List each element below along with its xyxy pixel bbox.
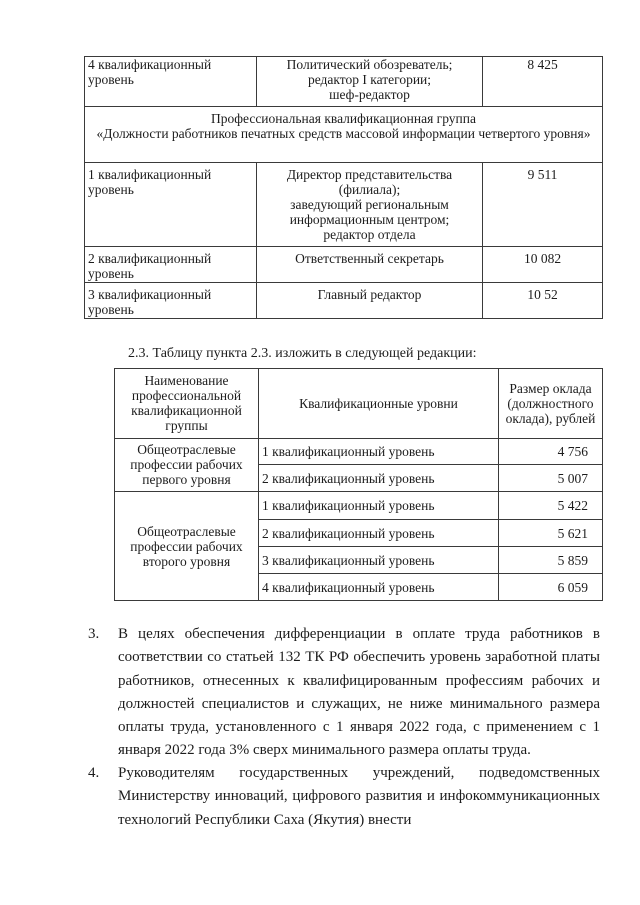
level-cell: 4 квалификационный уровень [85, 57, 257, 107]
table-caption: 2.3. Таблицу пункта 2.3. изложить в следующей редакции: [128, 346, 477, 361]
table-row [115, 439, 603, 465]
level-cell: 2 квалификационный уровень [85, 247, 257, 283]
positions-cell: Директор представительства (филиала); заведующий региональным информационным центром; редактор отдела [257, 163, 483, 247]
salary-cell: 5 859 [499, 547, 603, 574]
group-header-row [85, 107, 603, 163]
paragraph-4 [88, 762, 600, 832]
salary-table-new [114, 368, 603, 601]
table-row [85, 163, 603, 247]
salary-cell: 5 422 [499, 492, 603, 520]
header-group: Наименование профессиональной квалификационной группы [115, 369, 259, 439]
salary-cell: 10 082 [483, 247, 603, 283]
salary-cell: 5 007 [499, 465, 603, 492]
group-header-cell: Профессиональная квалификационная группа «Должности работников печатных средств массовой информации четвертого уровня» [85, 107, 603, 163]
positions-cell: Ответственный секретарь [257, 247, 483, 283]
level-cell: 4 квалификационный уровень [259, 574, 499, 601]
header-levels: Квалификационные уровни [259, 369, 499, 439]
level-cell: 1 квалификационный уровень [259, 439, 499, 465]
header-row [115, 369, 603, 439]
positions-cell: Главный редактор [257, 283, 483, 319]
level-cell: 2 квалификационный уровень [259, 465, 499, 492]
salary-cell: 8 425 [483, 57, 603, 107]
group-name-cell: Общеотраслевые профессии рабочих второго уровня [115, 492, 259, 601]
level-cell: 3 квалификационный уровень [85, 283, 257, 319]
level-cell: 1 квалификационный уровень [259, 492, 499, 520]
level-cell: 2 квалификационный уровень [259, 520, 499, 547]
group-name-cell: Общеотраслевые профессии рабочих первого уровня [115, 439, 259, 492]
level-cell: 1 квалификационный уровень [85, 163, 257, 247]
paragraph-3 [88, 623, 600, 763]
table-row [85, 283, 603, 319]
salary-cell: 6 059 [499, 574, 603, 601]
salary-cell: 5 621 [499, 520, 603, 547]
paragraph-text: В целях обеспечения дифференциации в оплате труда работников в соответствии со статьей 132 ТК РФ обеспечить уровень заработной платы работников, отнесенных к квалифицированным профессиям рабочих и должностей специалистов и служащих, не ниже минимального размера оплаты труда, установленного с 1 января 2022 года, с применением с 1 января 2022 года 3% сверх минимального размера оплаты труда. [118, 626, 600, 759]
paragraph-number: 4. [88, 765, 100, 781]
table-row [85, 247, 603, 283]
salary-cell: 10 52 [483, 283, 603, 319]
header-salary: Размер оклада (должностного оклада), рублей [499, 369, 603, 439]
table-row [115, 492, 603, 520]
salary-cell: 4 756 [499, 439, 603, 465]
positions-cell: Политический обозреватель; редактор I категории; шеф-редактор [257, 57, 483, 107]
salary-table-continuation [84, 56, 603, 319]
paragraph-text: Руководителям государственных учреждений, подведомственных Министерству инноваций, цифрового развития и инфокоммуникационных технологий Республики Саха (Якутия) внести [118, 765, 600, 828]
salary-cell: 9 511 [483, 163, 603, 247]
level-cell: 3 квалификационный уровень [259, 547, 499, 574]
table-row [85, 57, 603, 107]
paragraph-number: 3. [88, 626, 100, 642]
